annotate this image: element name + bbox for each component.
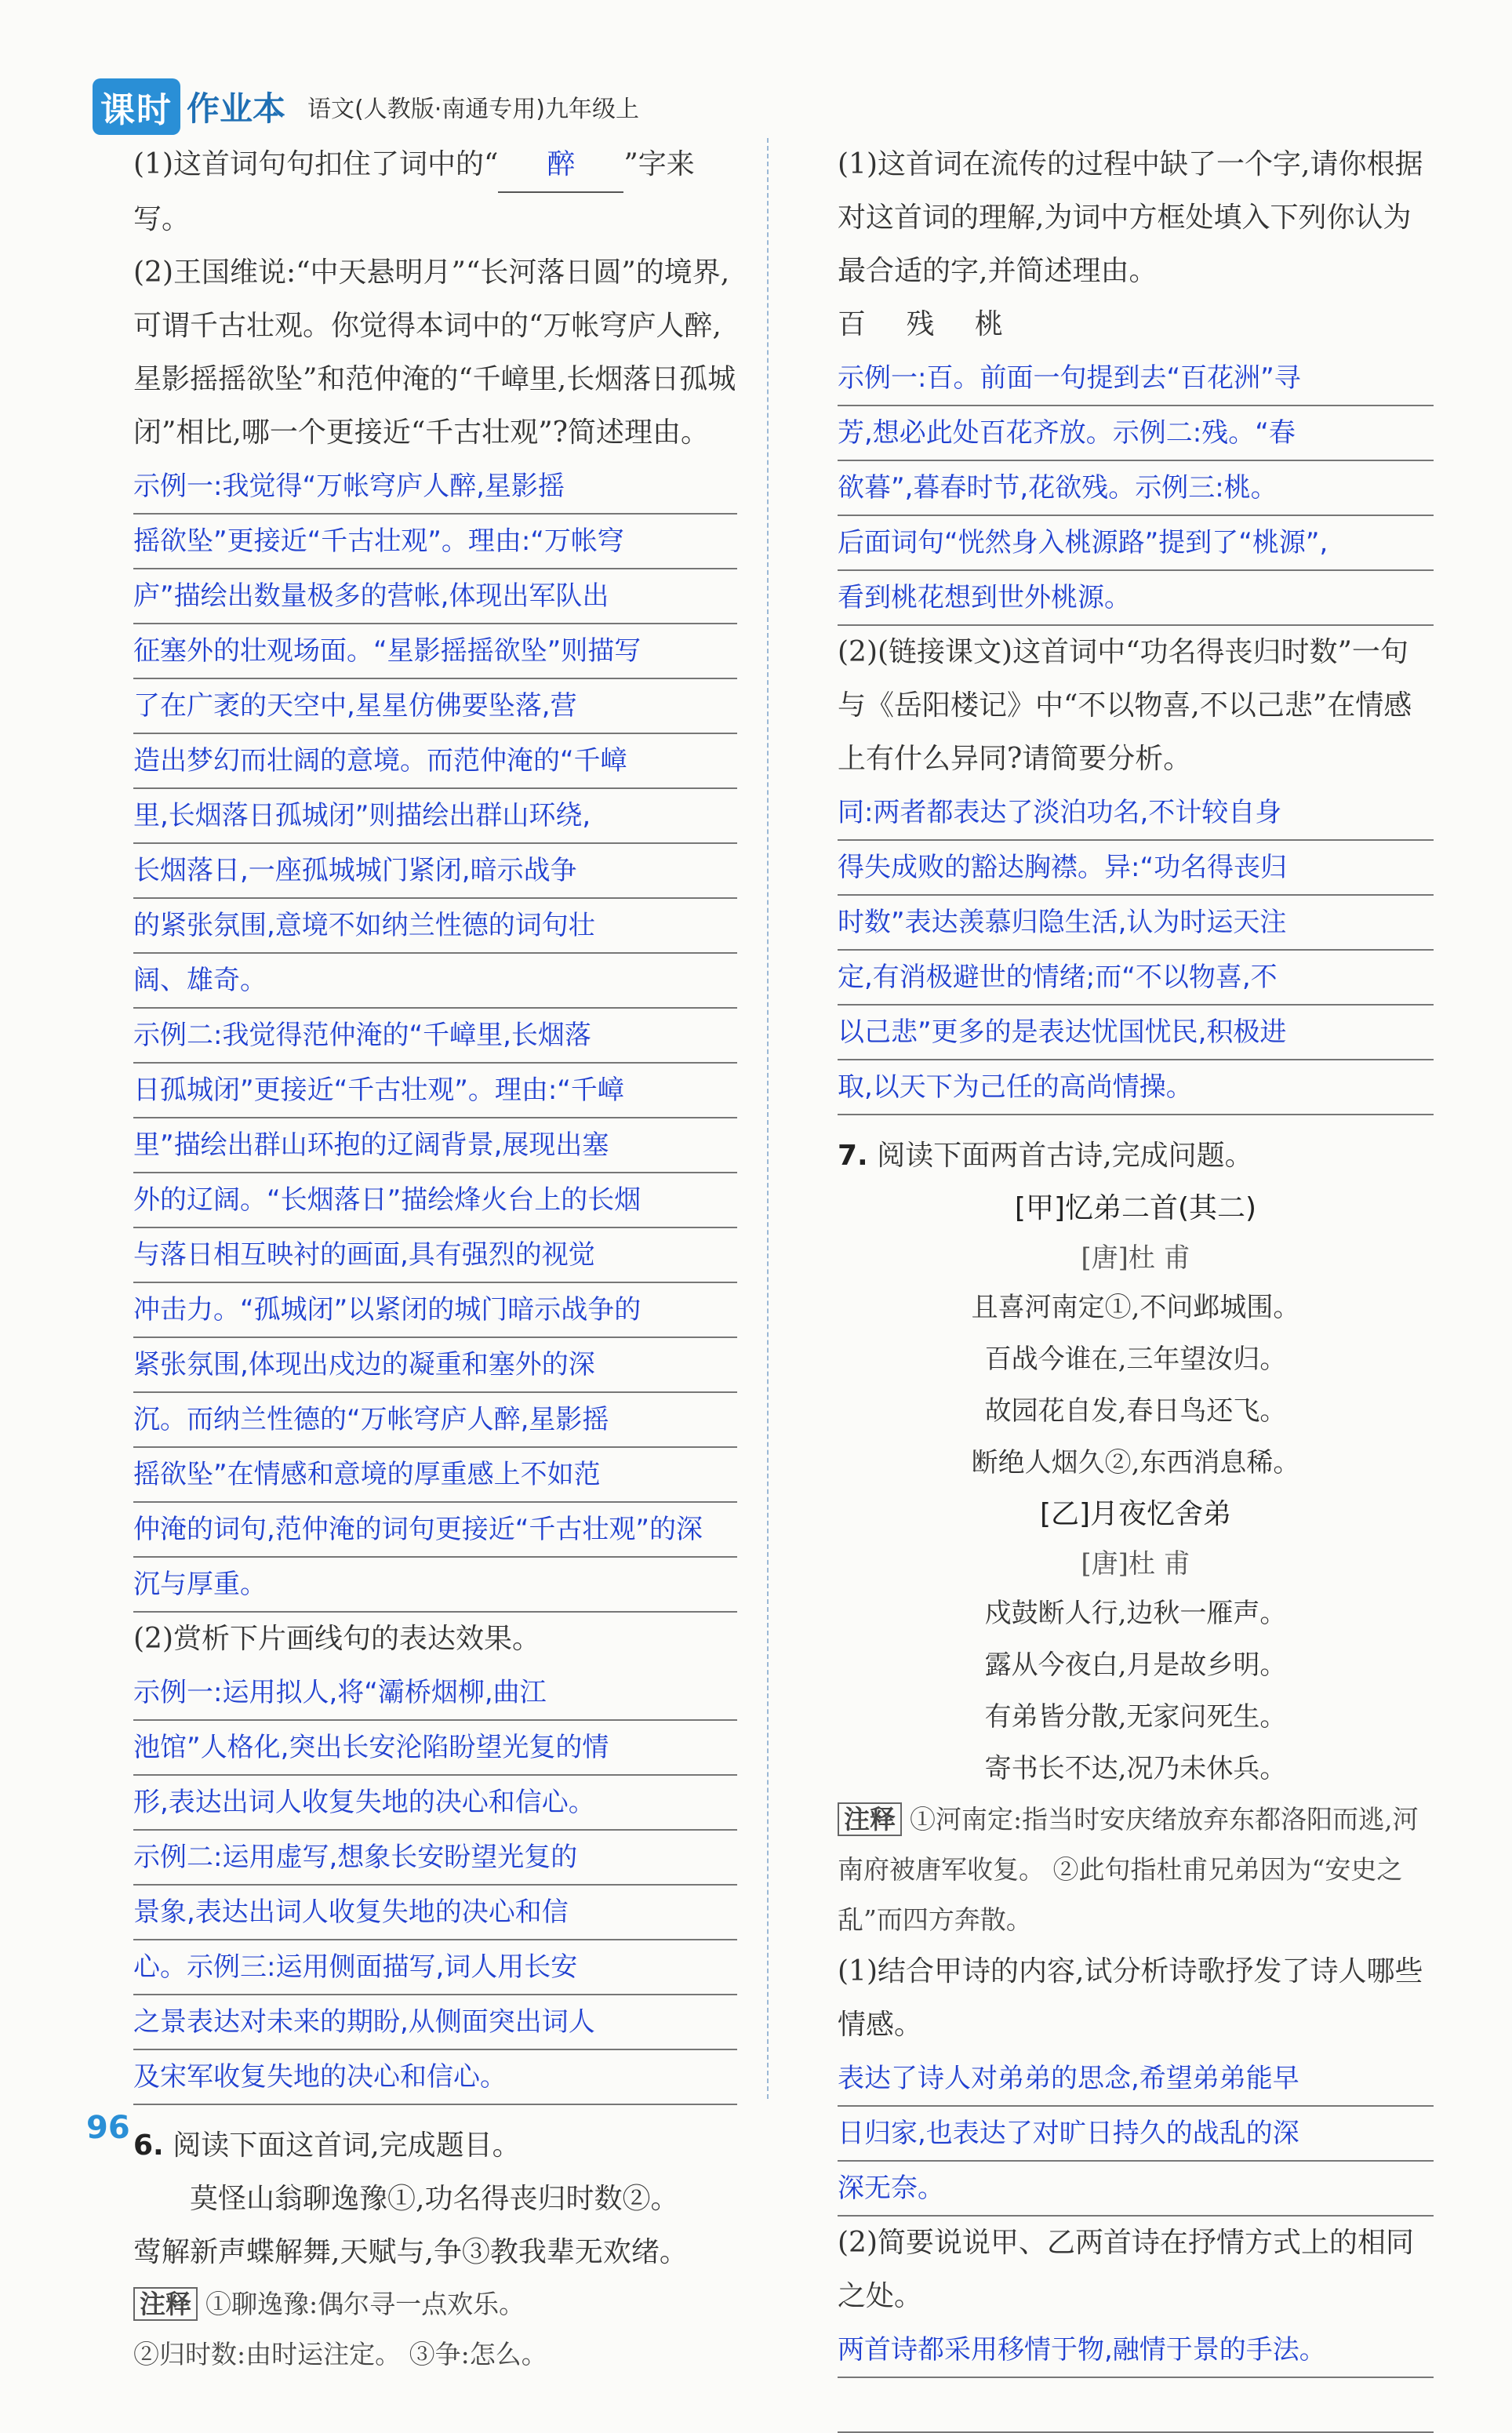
poem-line: 有弟皆分散,无家问死生。 [984, 1701, 1287, 1733]
answer-line: 示例一:我觉得“万帐穹庐人醉,星影摇 [133, 460, 737, 515]
answer-line: 阔、雄奇。 [133, 954, 737, 1009]
answer-line: 时数”表达羡慕归隐生活,认为时运天注 [838, 896, 1434, 951]
answer-line: 示例二:运用虚写,想象长安盼望光复的 [133, 1831, 737, 1886]
answer-line: 表达了诗人对弟弟的思念,希望弟弟能早 [838, 2052, 1434, 2107]
answer-line: 及宋军收复失地的决心和信心。 [133, 2050, 737, 2105]
answer-line: 得失成败的豁达胸襟。异:“功名得丧归 [838, 841, 1434, 896]
answer-line: 同:两者都表达了淡泊功名,不计较自身 [838, 786, 1434, 841]
answer-line: 的紧张氛围,意境不如纳兰性德的词句壮 [133, 899, 737, 954]
answer-line: 示例一:百。前面一句提到去“百花洲”寻 [838, 351, 1434, 406]
notes-6: 注释 ①聊逸豫:偶尔寻一点欢乐。 [133, 2279, 737, 2329]
note-tag: 注释 [838, 1802, 902, 1836]
question-7-heading: 7. 阅读下面两首古诗,完成问题。 [838, 1140, 1253, 1172]
answer-line: 日孤城闭”更接近“千古壮观”。理由:“千嶂 [133, 1064, 737, 1118]
answer-line: 与落日相互映衬的画面,具有强烈的视觉 [133, 1228, 737, 1283]
column-divider [767, 138, 770, 2099]
answer-line: 长烟落日,一座孤城城门紧闭,暗示战争 [133, 844, 737, 899]
answer-block-6-2 [838, 786, 1434, 1115]
answer-line: 里”描绘出群山环抱的辽阔背景,展现出塞 [133, 1118, 737, 1173]
answer-line: 沉与厚重。 [133, 1558, 737, 1613]
question-number: 7. [838, 1140, 868, 1172]
empty-answer-line [838, 2378, 1434, 2433]
answer-line: 造出梦幻而壮阔的意境。而范仲淹的“千嶂 [133, 734, 737, 789]
answer-block-7-1 [838, 2052, 1434, 2217]
answer-line: 后面词句“恍然身入桃源路”提到了“桃源”, [838, 516, 1434, 571]
question-5-1: (1)这首词句句扣住了词中的“ 醉 ”字来写。 [133, 138, 737, 246]
answer-block-5 [133, 460, 737, 1613]
answer-line: 深无奈。 [838, 2162, 1434, 2217]
question-6-1: (1)这首词在流传的过程中缺了一个字,请你根据对这首词的理解,为词中方框处填入下列你认为最合适的字,并简述理由。 [838, 148, 1423, 287]
poem-a-author: [唐]杜 甫 [1081, 1242, 1190, 1274]
answer-line: 芳,想必此处百花齐放。示例二:残。“春 [838, 406, 1434, 461]
question-6-2: (2)(链接课文)这首词中“功名得丧归时数”一句与《岳阳楼记》中“不以物喜,不以己悲”在情感上有什么异同?请简要分析。 [838, 636, 1412, 775]
answer-line: 摇欲坠”更接近“千古壮观”。理由:“万帐穹 [133, 515, 737, 569]
answer-blank: 醉 [498, 138, 623, 193]
left-column [133, 138, 737, 2380]
answer-line: 了在广袤的天空中,星星仿佛要坠落,营 [133, 679, 737, 734]
brand-name: 作业本 [187, 89, 286, 128]
answer-line: 示例二:我觉得范仲淹的“千嶂里,长烟落 [133, 1009, 737, 1064]
poem-line: 百战今谁在,三年望汝归。 [984, 1344, 1287, 1375]
answer-line: 定,有消极避世的情绪;而“不以物喜,不 [838, 951, 1434, 1006]
answer-line: 景象,表达出词人收复失地的决心和信 [133, 1886, 737, 1940]
page-number: 96 [86, 2110, 130, 2146]
poem-line: 寄书长不达,况乃未休兵。 [984, 1753, 1287, 1784]
answer-block-7-2 [838, 2323, 1434, 2378]
answer-line: 形,表达出词人收复失地的决心和信心。 [133, 1776, 737, 1831]
answer-line: 示例一:运用拟人,将“灞桥烟柳,曲江 [133, 1666, 737, 1721]
question-6-heading: 6. 阅读下面这首词,完成题目。 [133, 2129, 521, 2162]
notes-7: 注释 ①河南定:指当时安庆绪放弃东都洛阳而逃,河南府被唐军收复。 ②此句指杜甫兄弟因为“安史之乱”而四方奔散。 [838, 1804, 1419, 1935]
answer-line: 征塞外的壮观场面。“星影摇摇欲坠”则描写 [133, 624, 737, 679]
poem-a-title: [甲]忆弟二首(其二) [1014, 1192, 1257, 1224]
poem-b-title: [乙]月夜忆舍弟 [1039, 1498, 1232, 1530]
poem-b-body [838, 1587, 1434, 1795]
subject-label: 语文(人教版·南通专用)九年级上 [307, 96, 639, 123]
question-7-2: (2)简要说说甲、乙两首诗在抒情方式上的相同之处。 [838, 2227, 1414, 2312]
answer-line: 看到桃花想到世外桃源。 [838, 571, 1434, 626]
answer-block-5-3 [133, 1666, 737, 2105]
right-column [838, 138, 1434, 2433]
answer-line: 取,以天下为己任的高尚情操。 [838, 1060, 1434, 1115]
answer-block-6-1 [838, 351, 1434, 626]
answer-line: 两首诗都采用移情于物,融情于景的手法。 [838, 2323, 1434, 2378]
answer-line: 紧张氛围,体现出戍边的凝重和塞外的深 [133, 1338, 737, 1393]
answer-line: 仲淹的词句,范仲淹的词句更接近“千古壮观”的深 [133, 1503, 737, 1558]
answer-line: 日归家,也表达了对旷日持久的战乱的深 [838, 2107, 1434, 2162]
answer-line: 欲暮”,暮春时节,花欲残。示例三:桃。 [838, 461, 1434, 516]
answer-line: 冲击力。“孤城闭”以紧闭的城门暗示战争的 [133, 1283, 737, 1338]
answer-line: 之景表达对未来的期盼,从侧面突出词人 [133, 1995, 737, 2050]
answer-line: 里,长烟落日孤城闭”则描绘出群山环绕, [133, 789, 737, 844]
poem-line: 莫怪山翁聊逸豫①,功名得丧归时数②。 [190, 2183, 679, 2215]
poem-line: 且喜河南定①,不问邺城围。 [971, 1292, 1300, 1323]
page-header [93, 75, 639, 138]
question-number: 6. [133, 2129, 164, 2162]
poem-b-author: [唐]杜 甫 [1081, 1548, 1190, 1580]
brand-logo [93, 78, 285, 135]
answer-line: 心。示例三:运用侧面描写,词人用长安 [133, 1940, 737, 1995]
notes-6-cont: ②归时数:由时运注定。 ③争:怎么。 [133, 2339, 547, 2369]
options: 百 残 桃 [838, 308, 1003, 340]
poem-line: 戍鼓断人行,边秋一雁声。 [984, 1598, 1287, 1629]
answer-line: 庐”描绘出数量极多的营帐,体现出军队出 [133, 569, 737, 624]
answer-line: 以己悲”更多的是表达忧国忧民,积极进 [838, 1006, 1434, 1060]
answer-line: 池馆”人格化,突出长安沦陷盼望光复的情 [133, 1721, 737, 1776]
answer-line: 沉。而纳兰性德的“万帐穹庐人醉,星影摇 [133, 1393, 737, 1448]
poem-a-body [838, 1282, 1434, 1489]
poem-line: 露从今夜白,月是故乡明。 [984, 1649, 1287, 1681]
question-5-2: (2)王国维说:“中天悬明月”“长河落日圆”的境界,可谓千古壮观。你觉得本词中的“万帐穹庐人醉,星影摇摇欲坠”和范仲淹的“千嶂里,长烟落日孤城闭”相比,哪一个更接近“千古壮观”?简述理由。 [133, 256, 736, 449]
note-tag: 注释 [133, 2287, 198, 2321]
question-7-1: (1)结合甲诗的内容,试分析诗歌抒发了诗人哪些情感。 [838, 1955, 1423, 2041]
poem-line: 断绝人烟久②,东西消息稀。 [971, 1447, 1300, 1478]
answer-line: 摇欲坠”在情感和意境的厚重感上不如范 [133, 1448, 737, 1503]
question-5-3: (2)赏析下片画线句的表达效果。 [133, 1623, 540, 1655]
poem-line: 故园花自发,春日鸟还飞。 [984, 1395, 1287, 1427]
logo-mark: 课时 [93, 78, 180, 135]
answer-line: 外的辽阔。“长烟落日”描绘烽火台上的长烟 [133, 1173, 737, 1228]
poem-line: 莺解新声蝶解舞,天赋与,争③教我辈无欢绪。 [133, 2236, 688, 2268]
